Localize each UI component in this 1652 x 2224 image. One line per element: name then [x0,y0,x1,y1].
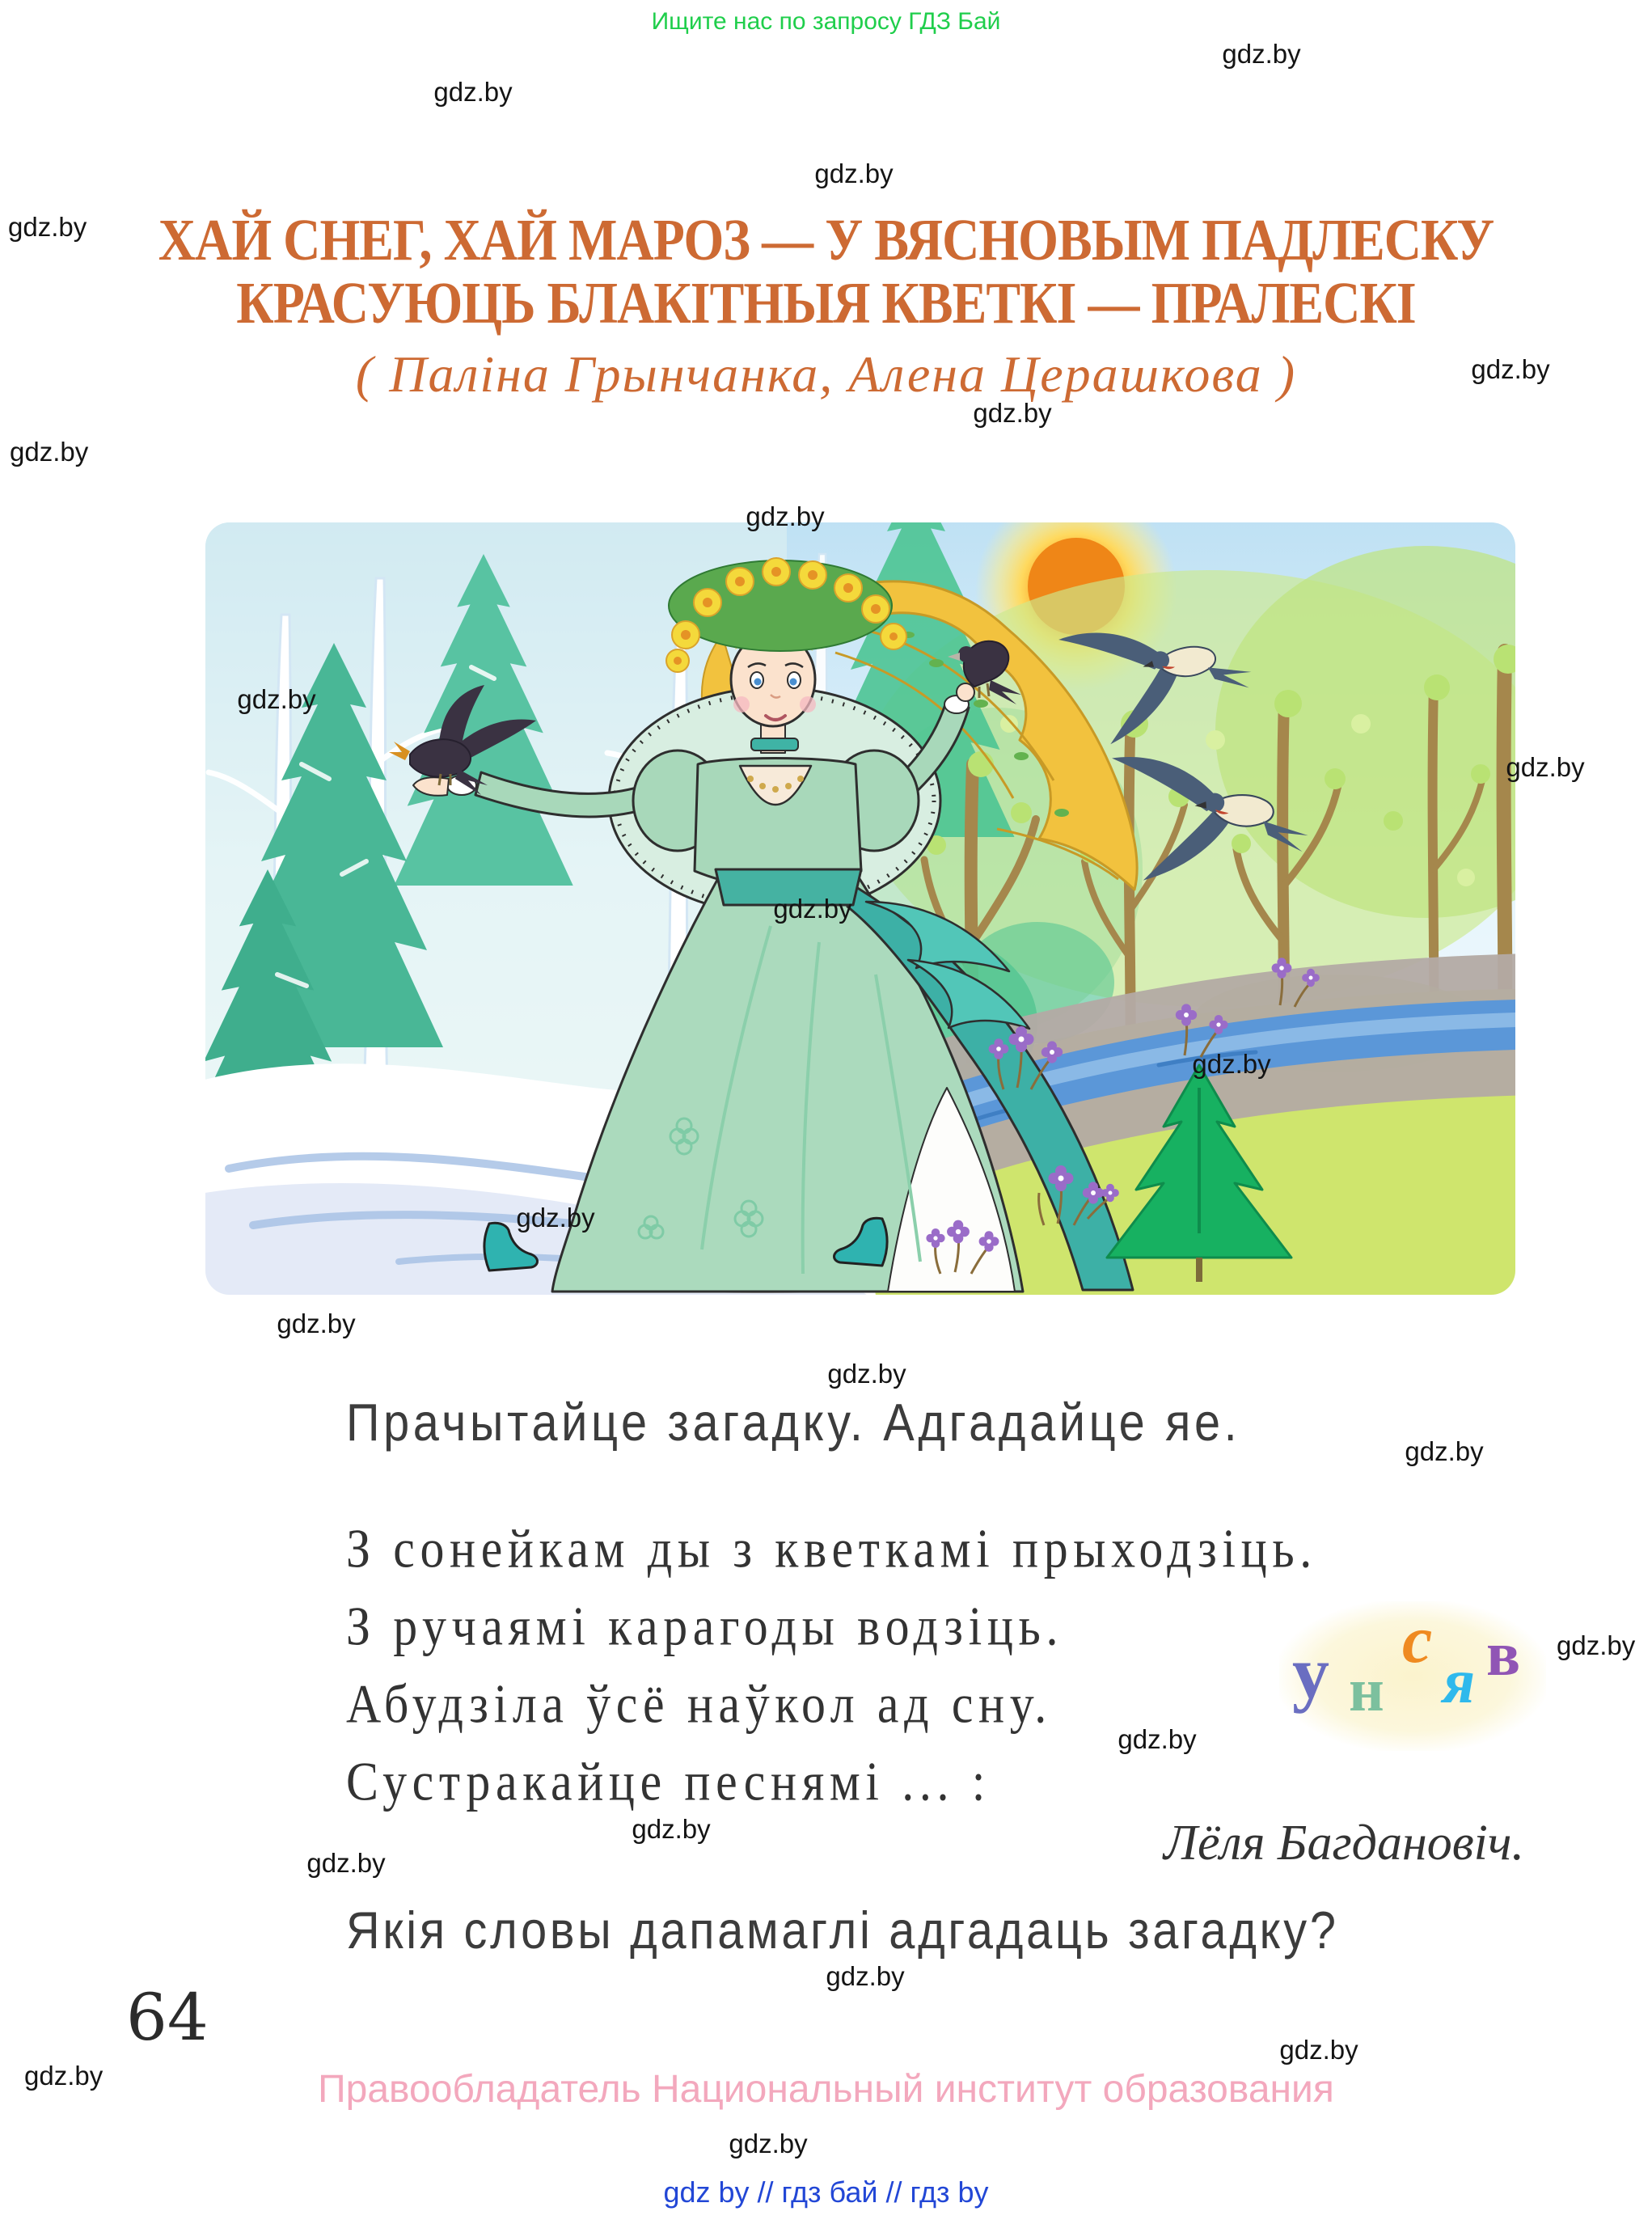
gdz-watermark: gdz.by [8,212,87,242]
gdz-watermark: gdz.by [729,2129,808,2158]
gdz-watermark: gdz.by [1192,1049,1271,1079]
riddle-line: Сустракайце песнямі ... : [346,1751,991,1812]
letter-n: н [1349,1656,1384,1724]
gdz-watermark: gdz.by [826,1961,905,1991]
riddle-author: Лёля Багдановіч. [1164,1816,1524,1871]
gdz-watermark: gdz.by [746,501,825,531]
letter-s: с [1402,1602,1433,1677]
top-banner-text: Ищите нас по запросу ГДЗ Бай [651,8,1001,35]
gdz-watermark: gdz.by [814,159,894,188]
spring-maiden-illustration [205,522,1516,1296]
copyright-notice: Правообладатель Национальный институт образования [318,2068,1334,2111]
page-title-line1: ХАЙ СНЕГ, ХАЙ МАРОЗ — У ВЯСНОВЫМ ПАДЛЕСКУ [158,208,1494,273]
gdz-watermark: gdz.by [1557,1630,1636,1660]
riddle-line: З сонейкам ды з кветкамі прыходзіць. [346,1518,1317,1579]
gdz-watermark: gdz.by [306,1848,386,1878]
gdz-watermark: gdz.by [1405,1436,1484,1466]
footer-links[interactable]: gdz by // гдз бай // гдз by [663,2175,989,2209]
gdz-watermark: gdz.by [1471,354,1550,384]
gdz-watermark: gdz.by [1118,1724,1197,1754]
gdz-watermark: gdz.by [1279,2035,1358,2065]
gdz-watermark: gdz.by [773,894,852,924]
gdz-watermark: gdz.by [632,1814,711,1844]
task-question: Якія словы дапамаглі адгадаць загадку? [346,1901,1339,1960]
gdz-watermark: gdz.by [10,437,89,467]
gdz-watermark: gdz.by [1222,39,1301,69]
letter-ya: я [1443,1646,1476,1716]
scrambled-letters-oval [1279,1601,1546,1751]
right-hand [957,683,974,701]
title-authors: ( Паліна Грынчанка, Алена Церашкова ) [355,345,1297,403]
gdz-watermark: gdz.by [24,2061,104,2091]
page-number: 64 [126,1980,209,2055]
gdz-watermark: gdz.by [973,398,1052,428]
choker [751,738,798,750]
letter-u: у [1292,1631,1329,1714]
gdz-watermark: gdz.by [433,77,513,107]
riddle-line: Абудзіла ўсё наўкол ад сну. [346,1673,1052,1735]
gdz-watermark: gdz.by [827,1359,906,1389]
task-read-riddle: Прачытайце загадку. Адгадайце яе. [346,1393,1241,1452]
gdz-watermark: gdz.by [277,1309,356,1338]
gdz-watermark: gdz.by [516,1203,595,1233]
page-title-line2: КРАСУЮЦЬ БЛАКІТНЫЯ КВЕТКІ — ПРАЛЕСКІ [236,271,1416,336]
gdz-watermark: gdz.by [237,684,316,714]
letter-v: в [1486,1618,1521,1689]
riddle-line: З ручаямі карагоды водзіць. [346,1596,1064,1657]
gdz-watermark: gdz.by [1506,752,1585,782]
